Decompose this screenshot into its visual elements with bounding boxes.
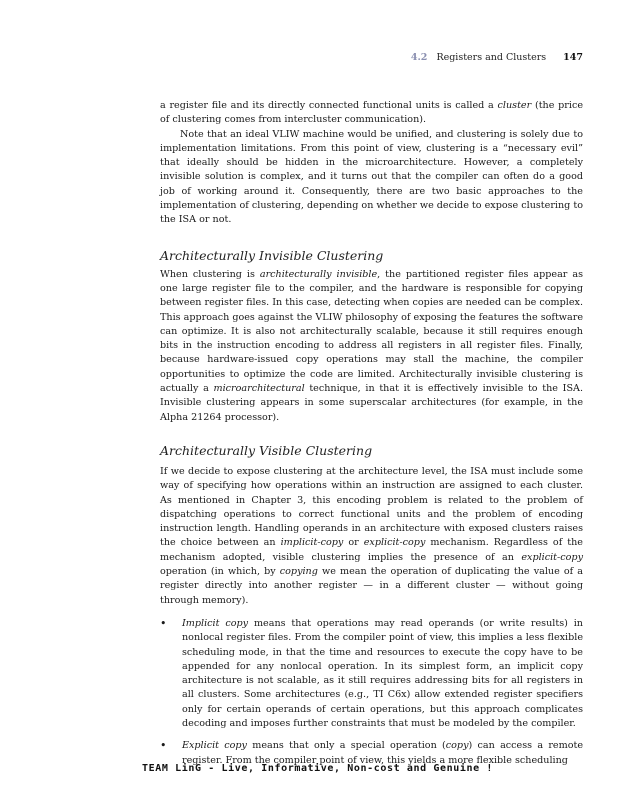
text-run: ) can access a remote register. From the compiler point of view, this yields a more flexible scheduling <box>182 740 583 766</box>
section-title: Registers and Clusters <box>436 52 547 63</box>
term-implicit-copy: Implicit copy <box>182 617 249 629</box>
page-number: 147 <box>563 52 583 63</box>
running-header <box>160 52 583 66</box>
page-body <box>160 99 583 776</box>
heading-visible-clustering: Architecturally Visible Clustering <box>160 442 373 458</box>
bullet-list <box>160 617 583 768</box>
term-implicit-copy: implicit-copy <box>280 537 344 549</box>
bullet-icon: • <box>160 739 167 753</box>
text-run: , the partitioned register files appear as one large register file to the compiler, and the hardware is responsible for copying between register files. In this case, detecting when copies are needed can be complex. This approach goes against the VLIW philosophy of exposing the features the software can optimize. It is also not architecturally scalable, because it still requires enough bits in the instruction encoding to address all registers in all register files. Finally, because hardware-issued copy operations may stall the machine, the compiler opportunities to optimize the code are limited. Architecturally invisible clustering is actually a <box>160 268 583 395</box>
term-explicit-copy: Explicit copy <box>182 740 247 752</box>
term-copy: copy <box>445 740 469 752</box>
text-run: a register file and its directly connected functional units is called a <box>160 100 498 111</box>
text-run: (the price of clustering comes from intercluster communication). <box>160 100 583 126</box>
term-architecturally-invisible: architecturally invisible <box>259 268 378 280</box>
text-run: technique, in that it is effectively invisible to the ISA. Invisible clustering appears in some superscalar architectures (for example, in the Alpha 21264 processor). <box>160 383 583 423</box>
text-run: means that operations may read operands (or write results) in nonlocal register files. From the compiler point of view, this implies a less flexible scheduling mode, in that the time and resources to execute the copy have to be appended for any nonlocal operation. In its simplest form, an implicit copy architecture is not scalable, as it still requires addressing bits for all registers in all clusters. Some architectures (e.g., TI C6x) allow extended register specifiers only for certain operands of certain operations, but this approach complicates decoding and imposes further constraints that must be modeled by the compiler. <box>182 617 583 729</box>
text-run: If we decide to expose clustering at the architecture level, the ISA must include some way of specifying how operations within an instruction are assigned to each cluster. As mentioned in Chapter 3, this encoding problem is related to the problem of dispatching operations to correct functional units and the problem of encoding instruction length. Handling operands in an architecture with exposed clusters raises the choice between an <box>160 465 583 549</box>
term-explicit-copy: explicit-copy <box>521 551 583 563</box>
term-microarchitectural: microarchitectural <box>213 383 305 395</box>
text-run: means that only a special operation ( <box>246 740 446 752</box>
text-run: When clustering is <box>160 268 260 280</box>
term-cluster: cluster <box>497 100 532 111</box>
bullet-icon: • <box>160 616 167 630</box>
visible-paragraph <box>160 465 583 608</box>
text-run: mechanism. Regardless of the mechanism adopted, visible clustering implies the presence of an <box>160 537 583 563</box>
list-item <box>160 617 583 731</box>
intro-paragraph-2: Note that an ideal VLIW machine would be unified, and clustering is solely due to implementation limitations. From this point of view, clustering is a “necessary evil” that ideally should be hidden in the microarchitecture. However, a completely invisible solution is complex, and it turns out that the compiler can often do a good job of working around it. Consequently, there are two basic approaches to the implementation of clustering, depending on whether we decide to expose clustering to the ISA or not. <box>160 128 583 226</box>
section-number: 4.2 <box>410 52 428 63</box>
text-run: or <box>343 537 364 549</box>
term-copying: copying <box>279 566 318 578</box>
heading-invisible-clustering: Architecturally Invisible Clustering <box>160 247 384 263</box>
term-explicit-copy: explicit-copy <box>363 537 426 549</box>
text-run: we mean the operation of duplicating the value of a register directly into another register — in a different cluster — without going through memory). <box>160 566 583 606</box>
invisible-paragraph <box>160 268 583 425</box>
intro-paragraph-1 <box>160 99 583 128</box>
text-run: operation (in which, by <box>160 566 280 578</box>
footer-watermark: TEAM LinG - Live, Informative, Non-cost and Genuine ! <box>142 763 493 774</box>
